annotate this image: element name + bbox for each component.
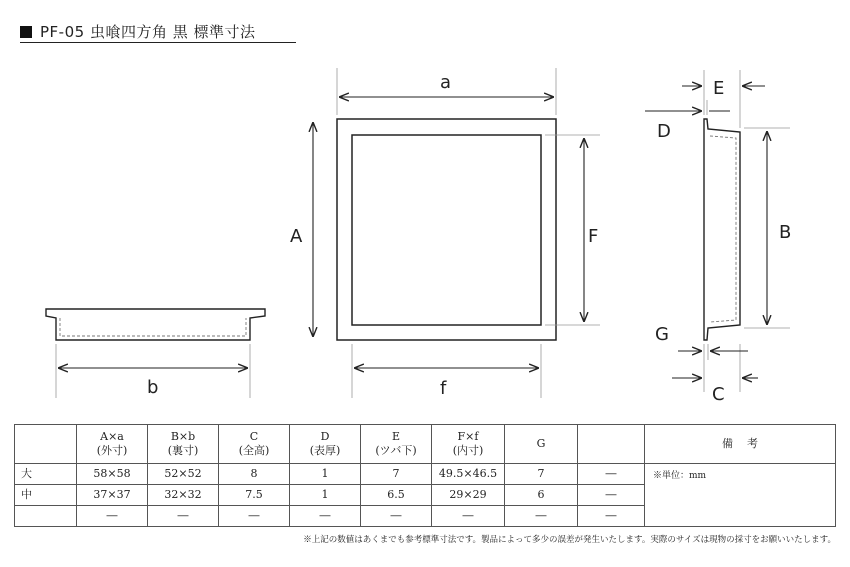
table-cell: ― [290, 506, 361, 527]
table-cell: 52×52 [148, 464, 219, 485]
table-cell: ― [432, 506, 505, 527]
footnote: ※上記の数値はあくまでも参考標準寸法です。製品によって多少の誤差が発生いたします。実際のサイズは現物の採寸をお願いいたします。 [303, 535, 836, 545]
header-corner [15, 425, 77, 464]
table-cell: ― [578, 485, 645, 506]
table-cell: 7 [361, 464, 432, 485]
table-cell: ― [578, 464, 645, 485]
section-view [645, 70, 791, 405]
header-cell: C (全高) [219, 425, 290, 464]
label-C: C [712, 384, 725, 405]
profile-hidden-line [60, 318, 246, 336]
header-cell: F×f (内寸) [432, 425, 505, 464]
front-outer-frame [337, 119, 556, 340]
header-cell [578, 425, 645, 464]
label-A: A [290, 226, 303, 247]
remarks-cell: ※単位：mm [645, 464, 836, 527]
header-cell: G [505, 425, 578, 464]
profile-outline [46, 309, 265, 340]
table-cell: ― [578, 506, 645, 527]
table-cell: ― [505, 506, 578, 527]
table-cell: 7 [505, 464, 578, 485]
header-cell: B×b (裏寸) [148, 425, 219, 464]
label-B: B [779, 222, 792, 243]
table-cell: 32×32 [148, 485, 219, 506]
label-G: G [655, 324, 669, 345]
label-f: f [440, 378, 447, 399]
table-cell: 1 [290, 485, 361, 506]
label-a: a [440, 72, 452, 93]
row-label: 中 [15, 485, 77, 506]
table-cell: 1 [290, 464, 361, 485]
remarks-header: 備考 [645, 425, 836, 464]
spec-table [14, 424, 836, 527]
label-E: E [713, 78, 725, 99]
front-view [290, 68, 600, 399]
header-cell: A×a (外寸) [77, 425, 148, 464]
row-label [15, 506, 77, 527]
table-cell: 8 [219, 464, 290, 485]
table-cell: 6.5 [361, 485, 432, 506]
table-cell: ― [361, 506, 432, 527]
label-F: F [588, 226, 599, 247]
section-hidden-line [710, 136, 736, 322]
table-row [15, 464, 836, 485]
table-cell: 29×29 [432, 485, 505, 506]
table-cell: ― [77, 506, 148, 527]
front-inner-opening [352, 135, 541, 325]
table-cell: ― [219, 506, 290, 527]
profile-view [46, 309, 265, 398]
header-cell: E (ツバ下) [361, 425, 432, 464]
table-cell: 7.5 [219, 485, 290, 506]
header-cell: D (表厚) [290, 425, 361, 464]
table-cell: ― [148, 506, 219, 527]
section-outline [704, 119, 740, 340]
table-cell: 58×58 [77, 464, 148, 485]
label-D: D [657, 121, 671, 142]
table-cell: 37×37 [77, 485, 148, 506]
title-text: PF-05 虫喰四方角 黒 標準寸法 [40, 23, 256, 41]
label-b: b [147, 377, 159, 398]
table-cell: 49.5×46.5 [432, 464, 505, 485]
table-header-row [15, 425, 836, 464]
table-cell: 6 [505, 485, 578, 506]
row-label: 大 [15, 464, 77, 485]
